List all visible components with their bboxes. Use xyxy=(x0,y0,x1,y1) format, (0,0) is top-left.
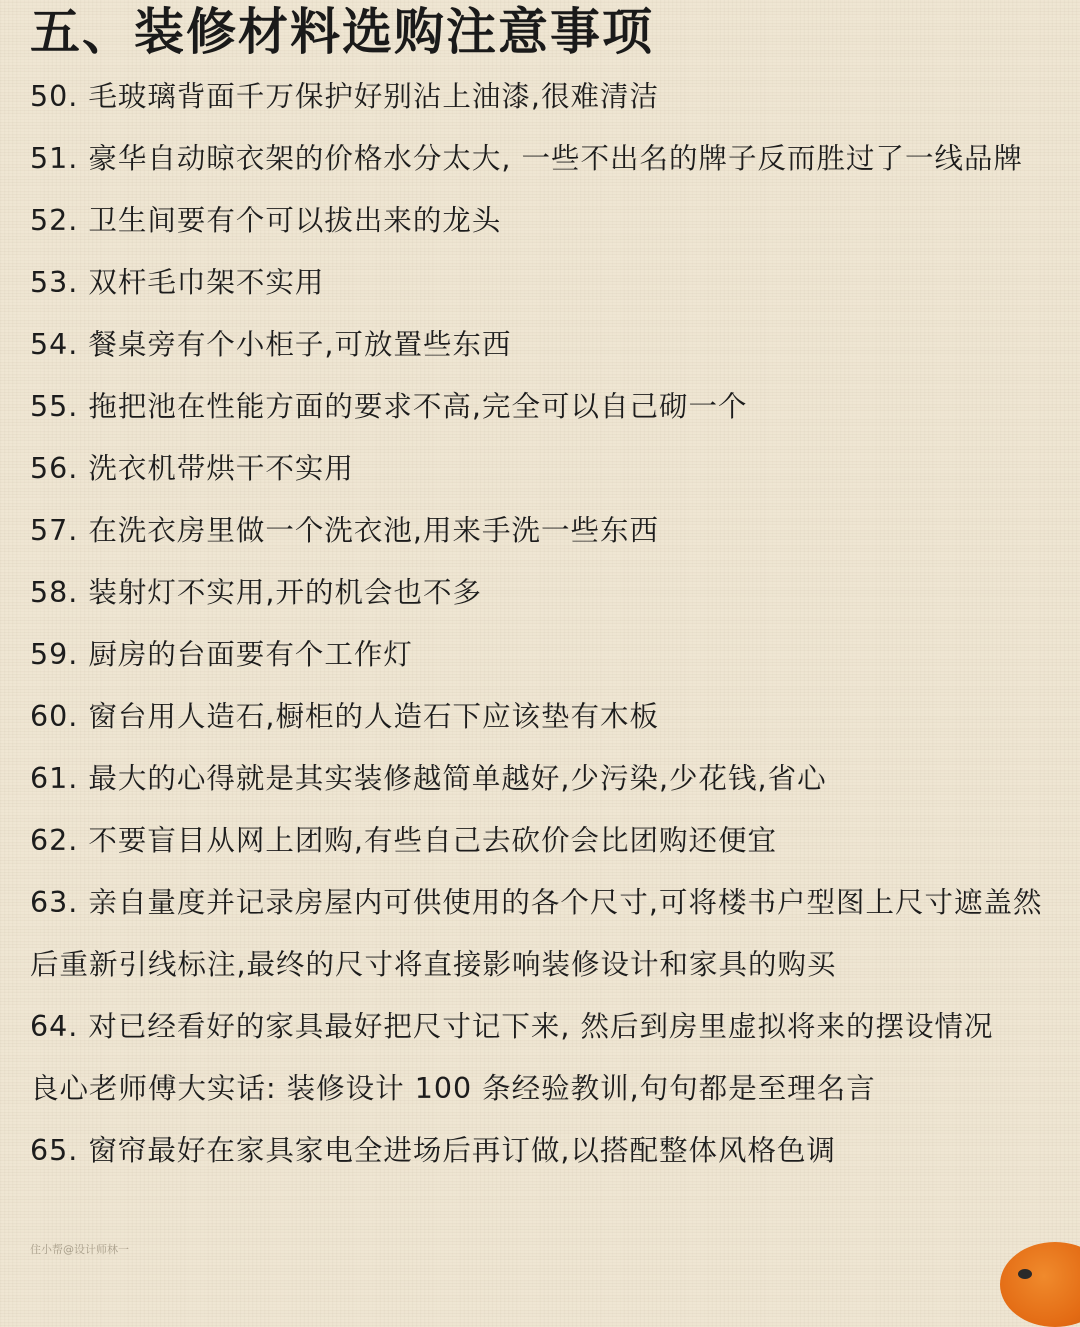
tips-list xyxy=(30,66,1060,1182)
list-item: 52. 卫生间要有个可以拔出来的龙头 xyxy=(30,204,502,237)
list-item: 50. 毛玻璃背面千万保护好别沾上油漆,很难清洁 xyxy=(30,80,659,113)
list-item: 65. 窗帘最好在家具家电全进场后再订做,以搭配整体风格色调 xyxy=(30,1134,836,1167)
watermark-text: 住小帮@设计师林一 xyxy=(30,1243,129,1256)
blob-eye-decoration xyxy=(1018,1269,1032,1279)
list-item: 61. 最大的心得就是其实装修越简单越好,少污染,少花钱,省心 xyxy=(30,762,827,795)
list-item: 64. 对已经看好的家具最好把尺寸记下来, 然后到房里虚拟将来的摆设情况 xyxy=(30,1010,994,1043)
list-item: 良心老师傅大实话: 装修设计 100 条经验教训,句句都是至理名言 xyxy=(30,1072,876,1105)
list-item: 51. 豪华自动晾衣架的价格水分太大, 一些不出名的牌子反而胜过了一线品牌 xyxy=(30,142,1024,175)
list-item: 63. 亲自量度并记录房屋内可供使用的各个尺寸,可将楼书户型图上尺寸遮盖然后重新引线标注,最终的尺寸将直接影响装修设计和家具的购买 xyxy=(30,886,1043,981)
list-item: 54. 餐桌旁有个小柜子,可放置些东西 xyxy=(30,328,512,361)
list-item: 62. 不要盲目从网上团购,有些自己去砍价会比团购还便宜 xyxy=(30,824,777,857)
list-item: 57. 在洗衣房里做一个洗衣池,用来手洗一些东西 xyxy=(30,514,659,547)
list-item: 58. 装射灯不实用,开的机会也不多 xyxy=(30,576,482,609)
list-item: 56. 洗衣机带烘干不实用 xyxy=(30,452,354,485)
list-item: 60. 窗台用人造石,橱柜的人造石下应该垫有木板 xyxy=(30,700,659,733)
list-item: 55. 拖把池在性能方面的要求不高,完全可以自己砌一个 xyxy=(30,390,748,423)
list-item: 53. 双杆毛巾架不实用 xyxy=(30,266,325,299)
orange-blob-decoration xyxy=(1000,1242,1080,1327)
list-item: 59. 厨房的台面要有个工作灯 xyxy=(30,638,413,671)
page-title: 五、装修材料选购注意事项 xyxy=(30,3,654,61)
